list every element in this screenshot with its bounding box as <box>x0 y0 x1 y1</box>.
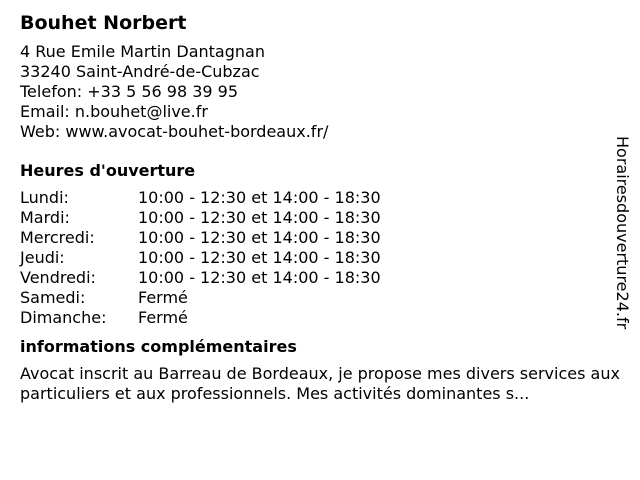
hours-time: 10:00 - 12:30 et 14:00 - 18:30 <box>138 188 381 207</box>
web-line: Web: www.avocat-bouhet-bordeaux.fr/ <box>20 122 329 141</box>
hours-title: Heures d'ouverture <box>20 161 196 180</box>
hours-day: Dimanche: <box>20 308 107 327</box>
hours-day: Vendredi: <box>20 268 96 287</box>
hours-day: Jeudi: <box>20 248 65 267</box>
hours-time: Fermé <box>138 308 188 327</box>
email-line: Email: n.bouhet@live.fr <box>20 102 208 121</box>
hours-time: Fermé <box>138 288 188 307</box>
hours-day: Samedi: <box>20 288 86 307</box>
hours-day: Mercredi: <box>20 228 95 247</box>
hours-row-dimanche <box>20 308 610 328</box>
address-street: 4 Rue Emile Martin Dantagnan <box>20 42 265 61</box>
address-city: 33240 Saint-André-de-Cubzac <box>20 62 260 81</box>
hours-time: 10:00 - 12:30 et 14:00 - 18:30 <box>138 228 381 247</box>
watermark-text: Horairesdouverture24.fr <box>613 136 632 330</box>
hours-day: Mardi: <box>20 208 70 227</box>
hours-time: 10:00 - 12:30 et 14:00 - 18:30 <box>138 268 381 287</box>
hours-row-samedi <box>20 288 610 308</box>
business-name: Bouhet Norbert <box>20 12 187 34</box>
business-card <box>20 10 620 404</box>
info-description: Avocat inscrit au Barreau de Bordeaux, je propose mes divers services aux particuliers et aux professionnels. Mes activités dominantes s... <box>20 364 620 403</box>
hours-row-mercredi <box>20 228 610 248</box>
hours-row-lundi <box>20 188 610 208</box>
hours-time: 10:00 - 12:30 et 14:00 - 18:30 <box>138 208 381 227</box>
hours-table <box>20 188 610 328</box>
hours-row-mardi <box>20 208 610 228</box>
info-title: informations complémentaires <box>20 337 297 356</box>
phone-line: Telefon: +33 5 56 98 39 95 <box>20 82 239 101</box>
hours-time: 10:00 - 12:30 et 14:00 - 18:30 <box>138 248 381 267</box>
hours-row-vendredi <box>20 268 610 288</box>
hours-row-jeudi <box>20 248 610 268</box>
hours-day: Lundi: <box>20 188 69 207</box>
